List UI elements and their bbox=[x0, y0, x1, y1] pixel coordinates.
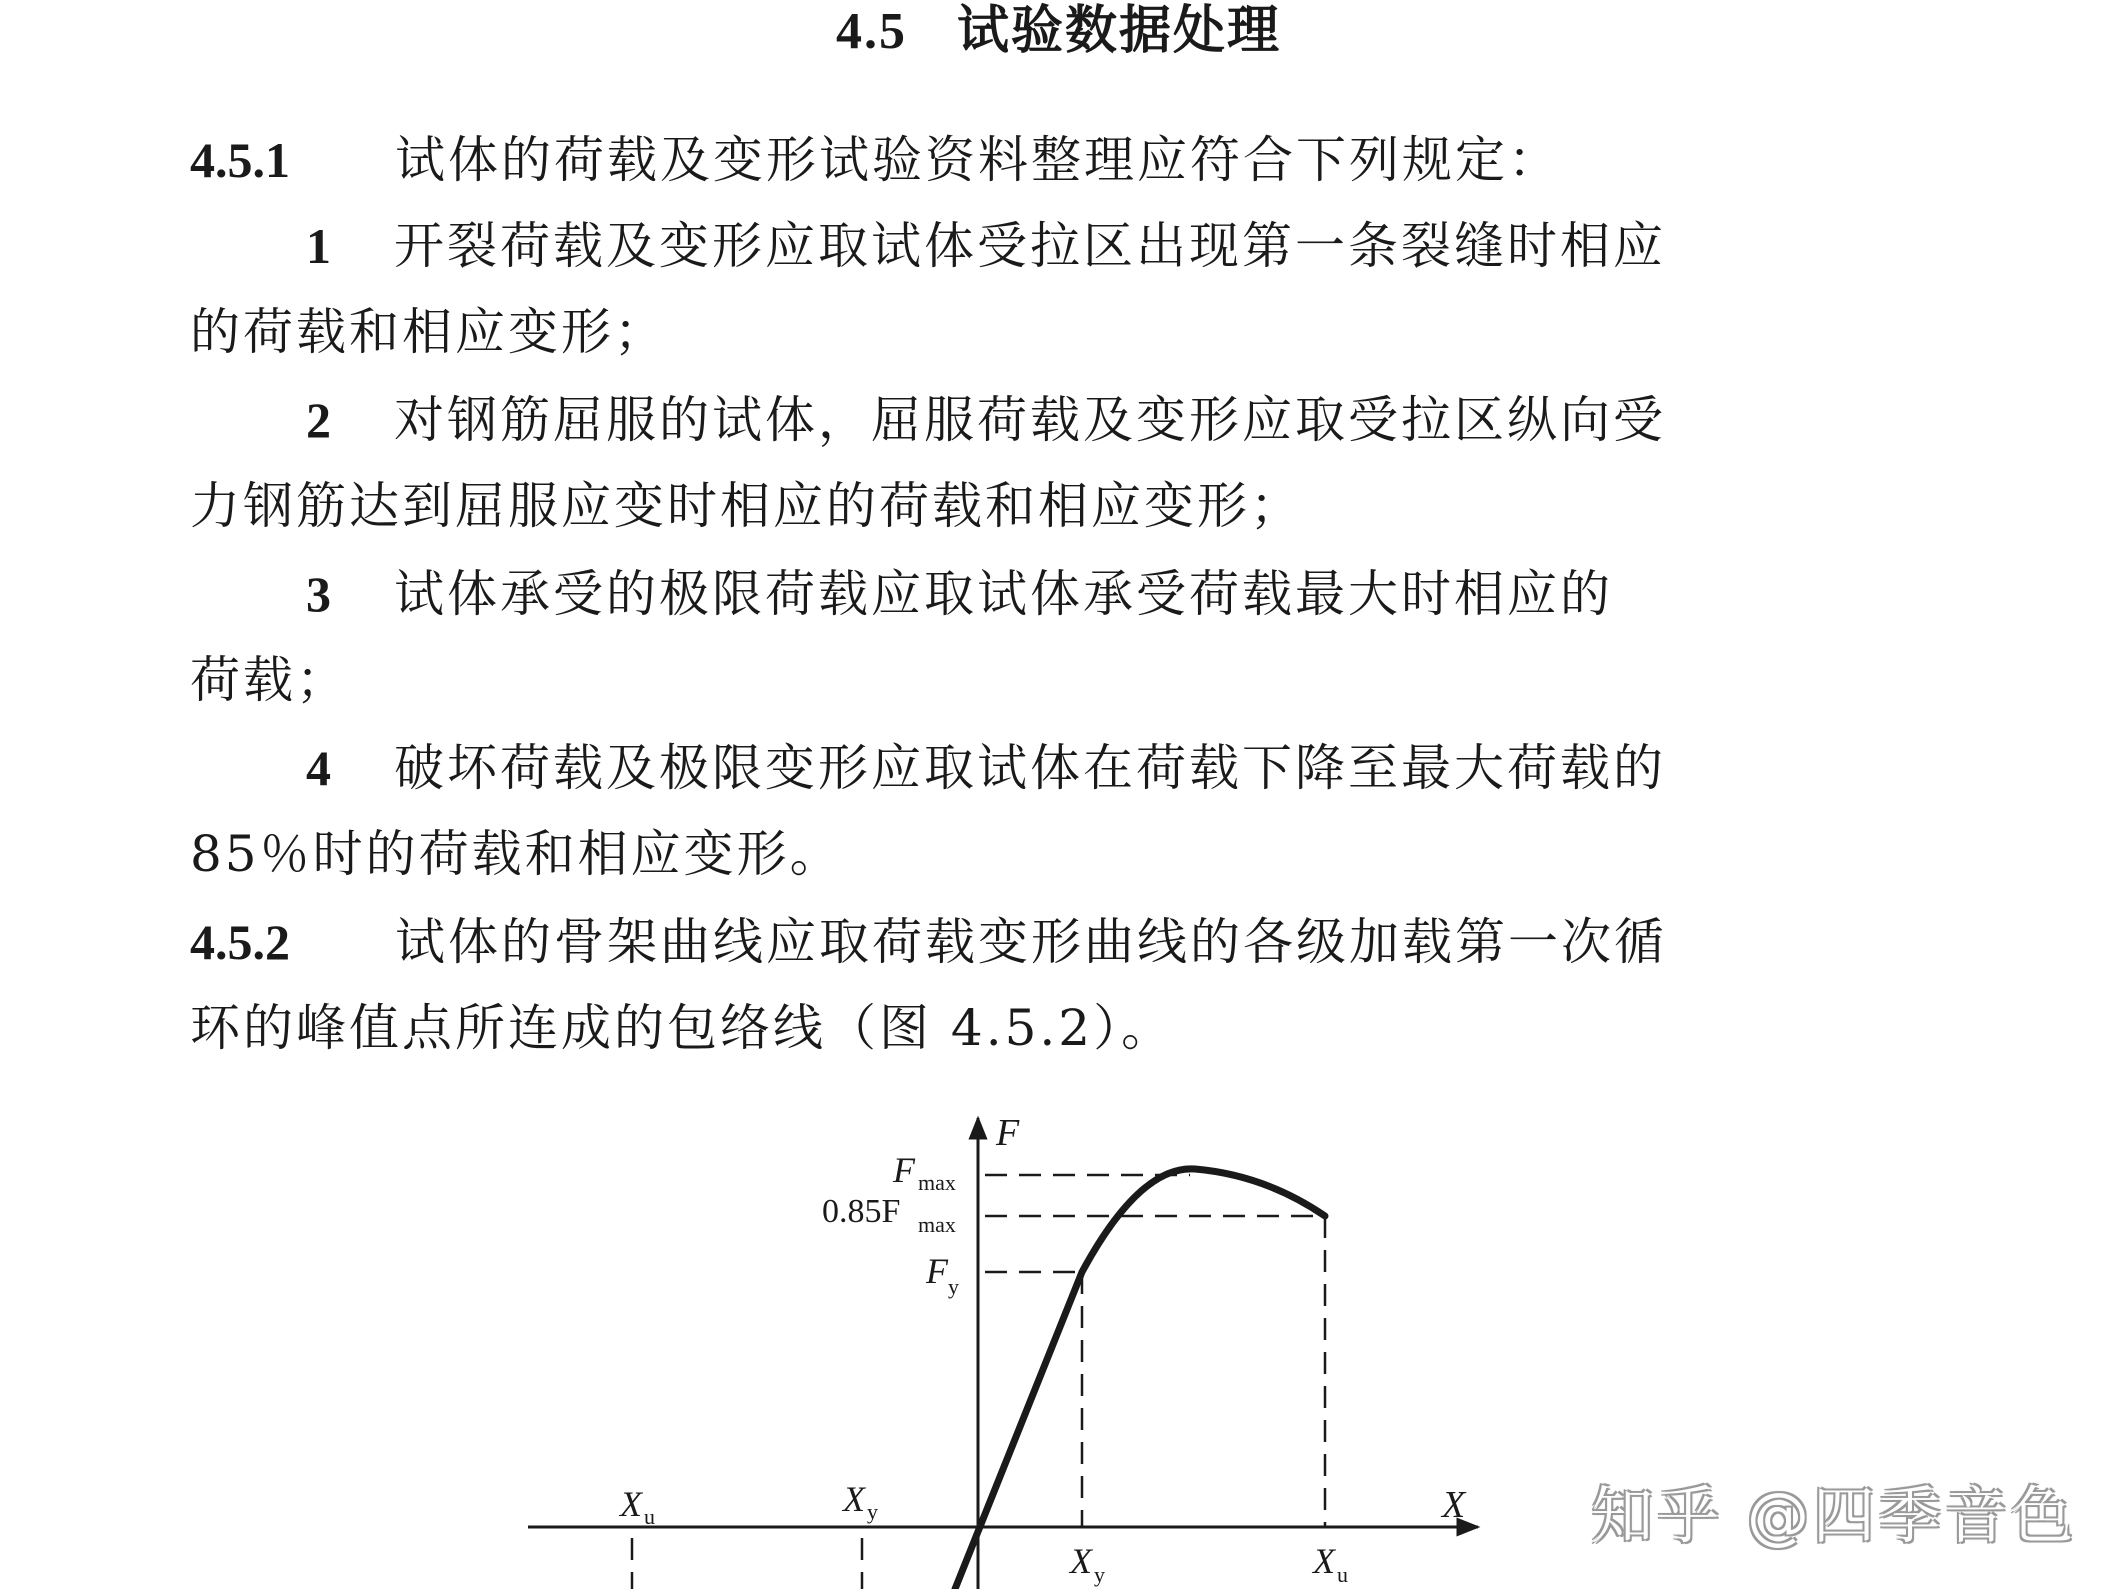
f085-label: 0.85F bbox=[822, 1193, 901, 1230]
xu-right-label: X bbox=[1313, 1541, 1335, 1581]
fmax-label: F bbox=[893, 1150, 915, 1190]
clause-452-line-2: 环的峰值点所连成的包络线（图 4.5.2）。 bbox=[190, 999, 1175, 1057]
y-axis-label: F bbox=[996, 1112, 1020, 1154]
xu-left-label: X bbox=[620, 1484, 642, 1524]
item-number: 1 bbox=[306, 218, 331, 274]
fmax-sub: max bbox=[918, 1170, 956, 1195]
clause-number: 4.5.2 bbox=[190, 914, 290, 970]
x-axis-label: X bbox=[1442, 1484, 1466, 1526]
item-number: 4 bbox=[306, 740, 331, 796]
f085-sub: max bbox=[918, 1212, 956, 1237]
section-number: 4.5 bbox=[835, 3, 907, 60]
xy-left-sub: y bbox=[867, 1499, 878, 1524]
item-text: 开裂荷载及变形应取试体受拉区出现第一条裂缝时相应 bbox=[394, 217, 1666, 275]
fy-sub: y bbox=[948, 1274, 959, 1299]
item-text: 试体承受的极限荷载应取试体承受荷载最大时相应的 bbox=[394, 565, 1613, 623]
item-4-line-2: 85％时的荷载和相应变形。 bbox=[190, 825, 843, 883]
clause-number: 4.5.1 bbox=[190, 132, 290, 188]
section-title-text: 试验数据处理 bbox=[956, 0, 1281, 61]
xy-right-sub: y bbox=[1094, 1562, 1105, 1587]
xu-left-sub: u bbox=[644, 1504, 655, 1529]
item-3-line-2: 荷载； bbox=[190, 651, 349, 709]
item-2-line-2: 力钢筋达到屈服应变时相应的荷载和相应变形； bbox=[190, 477, 1303, 535]
item-text: 对钢筋屈服的试体，屈服荷载及变形应取受拉区纵向受 bbox=[394, 391, 1666, 449]
item-text: 破坏荷载及极限变形应取试体在荷载下降至最大荷载的 bbox=[394, 739, 1666, 797]
xu-right-sub: u bbox=[1337, 1562, 1348, 1587]
fy-label: F bbox=[926, 1251, 948, 1291]
item-number: 3 bbox=[306, 566, 331, 622]
item-1-line-2: 的荷载和相应变形； bbox=[190, 303, 667, 361]
clause-text: 试体的骨架曲线应取荷载变形曲线的各级加载第一次循 bbox=[395, 913, 1667, 971]
xy-left-label: X bbox=[843, 1479, 865, 1519]
clause-text: 试体的荷载及变形试验资料整理应符合下列规定： bbox=[395, 131, 1561, 189]
xy-right-label: X bbox=[1070, 1541, 1092, 1581]
watermark: 知乎 @四季音色 bbox=[1591, 1479, 2077, 1552]
item-number: 2 bbox=[306, 392, 331, 448]
